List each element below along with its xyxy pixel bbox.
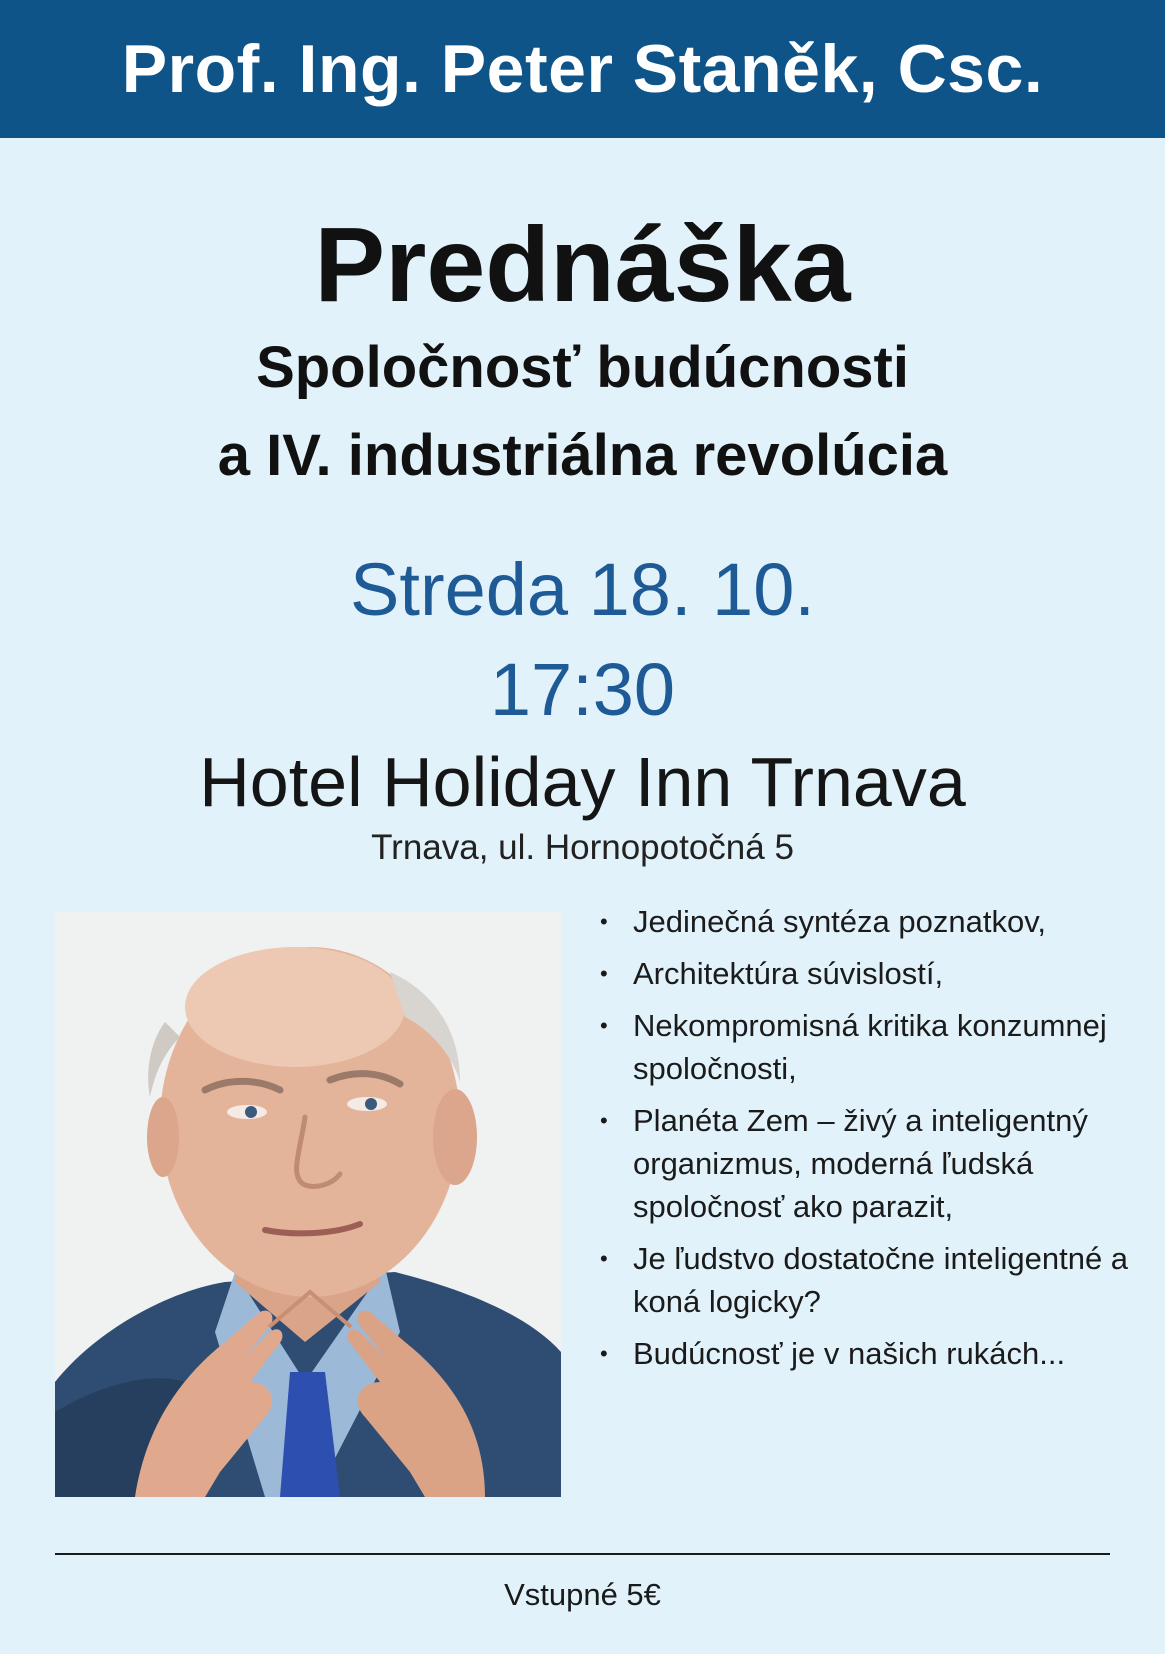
list-item-text: Nekompromisná kritika konzumnej spoločnosti, [633,1008,1107,1086]
list-item [600,1237,1140,1323]
list-item [600,1099,1140,1228]
header-bar [0,0,1165,138]
speaker-portrait-illustration [55,912,561,1497]
list-item [600,952,1140,995]
list-item-text: Je ľudstvo dostatočne inteligentné a koná logicky? [633,1241,1129,1319]
list-item-text: Budúcnosť je v našich rukách... [633,1336,1066,1371]
event-time: 17:30 [489,648,676,731]
footer-divider [55,1553,1110,1555]
list-item [600,1004,1140,1090]
list-item-text: Planéta Zem – živý a inteligentný organizmus, moderná ľudská spoločnosť ako parazit, [633,1103,1088,1224]
event-address: Trnava, ul. Hornopotočná 5 [371,828,794,867]
bullet-marker: • [600,1246,608,1271]
highlights-list [600,900,1140,1384]
bullet-marker: • [600,909,608,934]
event-title: Prednáška [314,206,851,324]
bullet-marker: • [600,961,608,986]
list-item [600,900,1140,943]
speaker-name: Prof. Ing. Peter Staněk, Csc. [121,31,1044,107]
list-item-text: Jedinečná syntéza poznatkov, [633,904,1047,939]
list-item-text: Architektúra súvislostí, [633,956,944,991]
list-item [600,1332,1140,1375]
event-venue: Hotel Holiday Inn Trnava [199,743,966,821]
event-date: Streda 18. 10. [350,548,815,631]
bullet-marker: • [600,1013,608,1038]
admission-fee: Vstupné 5€ [504,1577,661,1612]
event-subtitle-line-2: a IV. industriálna revolúcia [217,423,948,488]
event-subtitle-line-1: Spoločnosť budúcnosti [256,335,909,400]
speaker-photo [55,912,561,1497]
bullet-marker: • [600,1108,608,1133]
bullet-marker: • [600,1341,608,1366]
